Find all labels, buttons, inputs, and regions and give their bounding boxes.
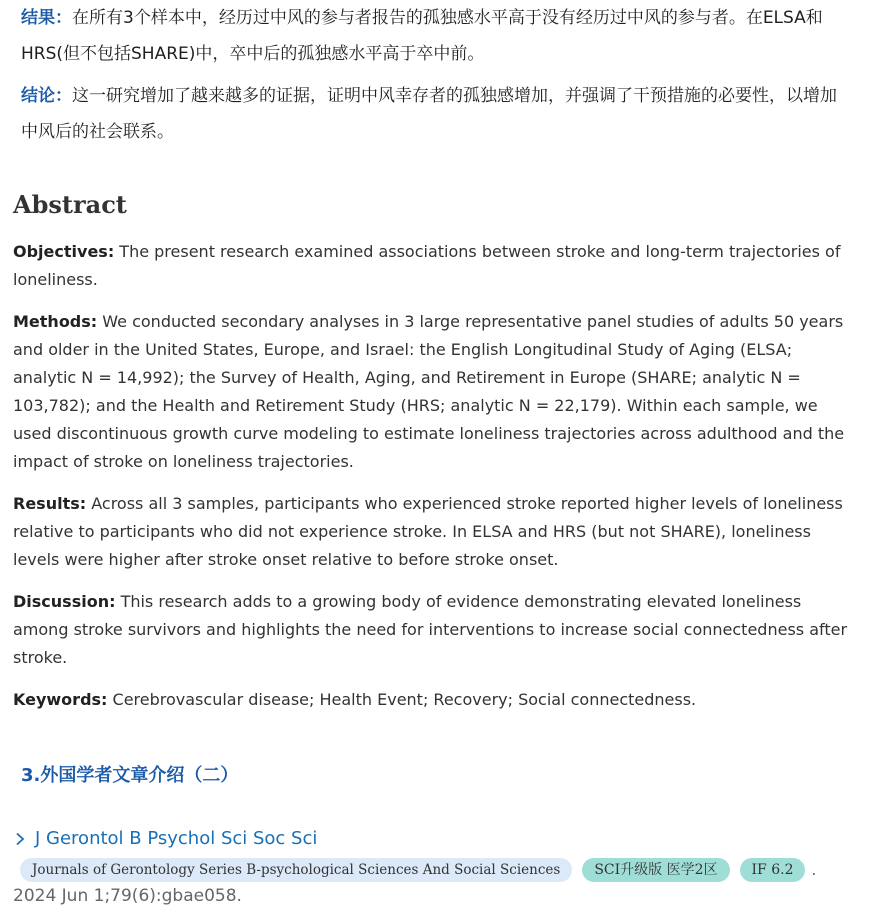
- impact-factor-badge: IF 6.2: [740, 858, 806, 882]
- abstract-objectives: [13, 238, 858, 294]
- keywords-label: Keywords:: [13, 690, 108, 709]
- section-heading: 3.外国学者文章介绍（二）: [21, 765, 239, 786]
- discussion-label: Discussion:: [13, 592, 116, 611]
- journal-badges: [20, 858, 816, 882]
- cn-results-label: 结果: [21, 8, 55, 28]
- cn-conclusion-sep: ：: [55, 86, 72, 106]
- badge-trailing-dot: .: [811, 861, 817, 879]
- chevron-right-icon: [13, 832, 27, 846]
- methods-label: Methods:: [13, 312, 98, 331]
- objectives-label: Objectives:: [13, 242, 115, 261]
- cn-results-sep: ：: [55, 8, 72, 28]
- journal-name-badge: Journals of Gerontology Series B-psychological Sciences And Social Sciences: [20, 858, 572, 882]
- journal-link[interactable]: [13, 828, 317, 849]
- objectives-text: The present research examined associations between stroke and long-term trajectories of loneliness.: [13, 242, 841, 289]
- journal-link-text[interactable]: J Gerontol B Psychol Sci Soc Sci: [35, 828, 318, 849]
- cn-results-text: 在所有3个样本中，经历过中风的参与者报告的孤独感水平高于没有经历过中风的参与者。在ELSA和HRS(但不包括SHARE)中，卒中后的孤独感水平高于卒中前。: [21, 8, 823, 64]
- cn-conclusion-text: 这一研究增加了越来越多的证据，证明中风幸存者的孤独感增加，并强调了干预措施的必要性，以增加中风后的社会联系。: [21, 86, 837, 142]
- abstract-results: [13, 490, 858, 574]
- keywords-text: Cerebrovascular disease; Health Event; Recovery; Social connectedness.: [107, 690, 697, 709]
- cn-results-paragraph: [21, 0, 851, 72]
- methods-text: We conducted secondary analyses in 3 large representative panel studies of adults 50 years and older in the United States, Europe, and Israel: the English Longitudinal Study of Aging (ELSA; analytic N = 14,992); the Survey of Health, Aging, and Retirement in Europe (SHARE; analytic N = 103,782); and the Health and Retirement Study (HRS; analytic N = 22,179). Within each sample, we used discontinuous growth curve modeling to estimate loneliness trajectories across adulthood and the impact of stroke on loneliness trajectories.: [13, 312, 845, 471]
- abstract-heading: Abstract: [13, 190, 127, 219]
- cn-conclusion-paragraph: [21, 78, 851, 150]
- discussion-text: This research adds to a growing body of evidence demonstrating elevated loneliness among stroke survivors and highlights the need for interventions to increase social connectedness after stroke.: [13, 592, 848, 667]
- abstract-keywords: [13, 686, 858, 714]
- abstract-methods: [13, 308, 858, 476]
- publication-date: 2024 Jun 1;79(6):gbae058.: [13, 886, 242, 906]
- sci-rank-badge: SCI升级版 医学2区: [582, 858, 729, 882]
- results-text: Across all 3 samples, participants who experienced stroke reported higher levels of loneliness relative to participants who did not experience stroke. In ELSA and HRS (but not SHARE), loneliness levels were higher after stroke onset relative to before stroke onset.: [13, 494, 843, 569]
- results-label: Results:: [13, 494, 87, 513]
- abstract-discussion: [13, 588, 858, 672]
- cn-conclusion-label: 结论: [21, 86, 55, 106]
